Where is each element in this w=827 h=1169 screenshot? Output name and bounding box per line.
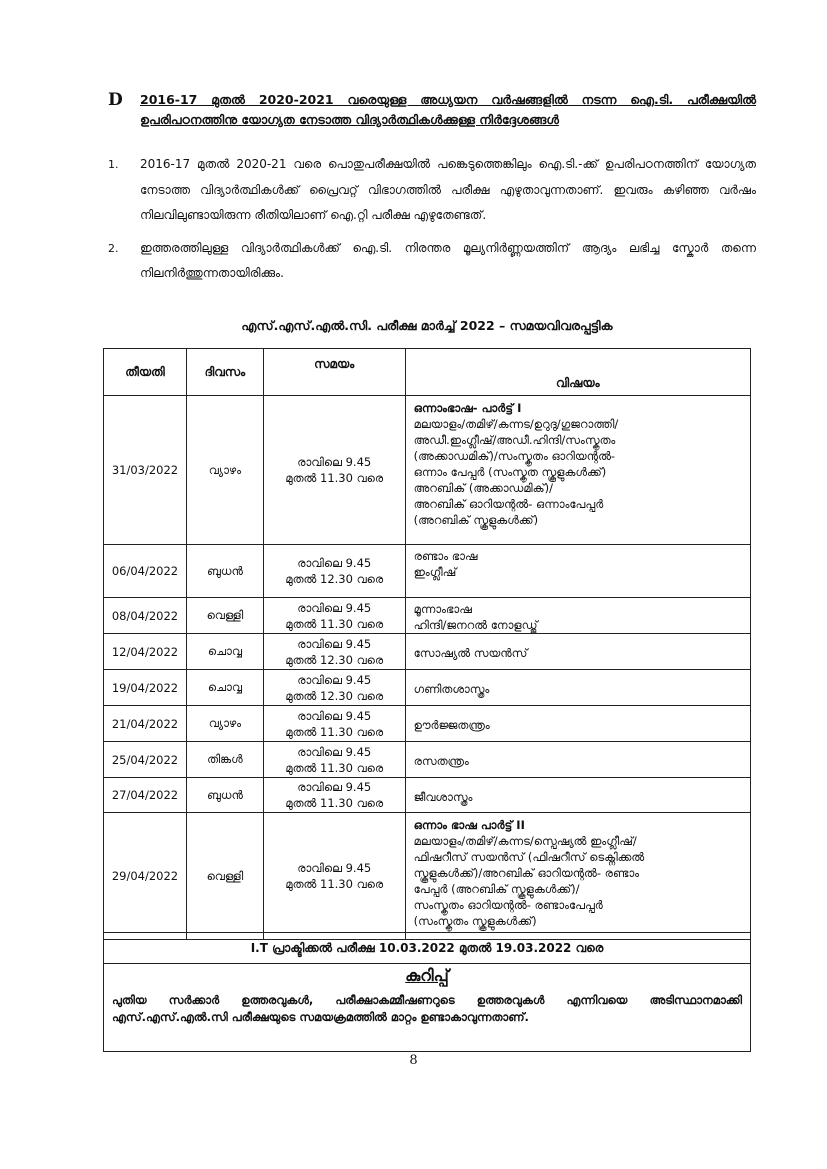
cell-subject	[405, 706, 750, 742]
time-end: മുതൽ 11.30 വരെ	[285, 616, 384, 631]
subject-line: ഇംഗ്ലീഷ്	[413, 565, 457, 579]
subject-line: പേപ്പർ (അറബിക് സ്കൂളുകൾക്ക്)/	[413, 882, 580, 896]
header-subject: വിഷയം	[405, 349, 750, 396]
cell-subject	[405, 634, 750, 670]
time-start: രാവിലെ 9.45	[297, 600, 372, 615]
cell-time	[263, 813, 405, 940]
header-time: സമയം	[263, 349, 405, 396]
cell-date: 27/04/2022	[104, 778, 187, 813]
cell-day: വെള്ളി	[186, 598, 263, 634]
timetable-title: എസ്.എസ്.എൽ.സി. പരീക്ഷ മാർച്ച് 2022 – സമയവിവരപ്പട്ടിക	[241, 318, 613, 333]
cell-date: 21/04/2022	[104, 706, 187, 742]
cell-time	[263, 706, 405, 742]
subject-line: രസതന്ത്രം	[413, 754, 469, 768]
subject-line: (അക്കാഡമിക്)/സംസ്കൃതം ഓറിയന്റൽ-	[413, 449, 616, 463]
timetable	[103, 348, 751, 940]
cell-date: 06/04/2022	[104, 545, 187, 598]
time-start: രാവിലെ 9.45	[297, 455, 372, 469]
time-start: രാവിലെ 9.45	[297, 780, 372, 794]
time-start: രാവിലെ 9.45	[297, 636, 372, 651]
cell-date: 08/04/2022	[104, 598, 187, 634]
subject-line: ഒന്നാം പേപ്പർ (സംസ്കൃത സ്കൂളുകൾക്ക്)	[413, 465, 607, 479]
cell-date: 31/03/2022	[104, 396, 187, 545]
timetable-header-row	[104, 349, 751, 396]
subject-line: അഡീ.ഇംഗ്ലീഷ്/അഡീ.ഹിന്ദി/സംസ്കൃതം	[413, 433, 616, 447]
table-row	[104, 670, 751, 706]
subject-line: സോഷ്യൽ സയൻസ്	[413, 646, 528, 660]
instruction-text: ഇത്തരത്തിലുള്ള വിദ്യാർത്ഥികൾക്ക് ഐ.ടി. നിരന്തര മൂല്യനിർണ്ണയത്തിന് ആദ്യം ലഭിച്ച സ്കോർ തന്നെ നിലനിർത്തുന്നതായിരിക്കും.	[140, 240, 756, 280]
subject-line: സംസ്കൃതം ഓറിയന്റൽ- രണ്ടാംപേപ്പർ	[413, 898, 603, 912]
time-end: മുതൽ 11.30 വരെ	[285, 760, 384, 775]
instruction-number: 2.	[108, 241, 119, 255]
cell-day: ബുധൻ	[186, 545, 263, 598]
instruction-item	[108, 152, 756, 229]
cell-date: 19/04/2022	[104, 670, 187, 706]
table-row	[104, 396, 751, 545]
note-title: കുറിപ്പ്	[405, 966, 449, 985]
time-end: മുതൽ 11.30 വരെ	[285, 877, 384, 891]
subject-line: ജീവശാസ്ത്രം	[413, 789, 473, 804]
time-end: മുതൽ 12.30 വരെ	[285, 652, 384, 667]
cell-subject	[405, 396, 750, 545]
time-start: രാവിലെ 9.45	[297, 744, 372, 759]
subject-line: (അറബിക് സ്കൂളുകൾക്ക്)	[413, 513, 539, 527]
instruction-list	[108, 152, 756, 294]
cell-date: 29/04/2022	[104, 813, 187, 940]
it-practical-note: I.T പ്രാക്ടിക്കൽ പരീക്ഷ 10.03.2022 മുതൽ 19.03.2022 വരെ	[103, 932, 751, 964]
subject-line: (സംസ്കൃതം സ്കൂളുകൾക്ക്)	[413, 914, 537, 928]
cell-time	[263, 545, 405, 598]
instruction-number: 1.	[108, 158, 119, 171]
instruction-item	[108, 236, 756, 287]
subject-line: അറബിക് (അക്കാഡമിക്)/	[413, 481, 554, 495]
table-row	[104, 706, 751, 742]
table-row	[104, 598, 751, 634]
subject-line: ഫിഷറീസ് സയൻസ് (ഫിഷറീസ് ടെക്നിക്കൽ	[413, 850, 645, 864]
time-end: മുതൽ 11.30 വരെ	[285, 471, 384, 485]
table-row	[104, 778, 751, 813]
time-end: മുതൽ 11.30 വരെ	[285, 796, 384, 810]
subject-line: മലയാളം/തമിഴ്/കന്നട/ഉറുദു/ഗുജറാത്തി/	[413, 417, 619, 431]
note-box	[103, 963, 751, 1052]
subject-line: ഹിന്ദി/ജനറൽ നോളഡ്ജ്	[413, 618, 538, 632]
time-start: രാവിലെ 9.45	[297, 708, 372, 723]
cell-day: വെള്ളി	[186, 813, 263, 940]
section-heading	[108, 90, 756, 130]
page-number: 8	[409, 1053, 418, 1068]
subject-line: സ്കൂളുകൾക്ക്)/അറബിക് ഓറിയന്റൽ- രണ്ടാം	[413, 866, 640, 880]
cell-time	[263, 396, 405, 545]
time-end: മുതൽ 12.30 വരെ	[285, 688, 384, 703]
cell-time	[263, 598, 405, 634]
table-row	[104, 545, 751, 598]
cell-date: 25/04/2022	[104, 742, 187, 778]
cell-day: ചൊവ്വ	[186, 634, 263, 670]
cell-time	[263, 634, 405, 670]
subject-line: അറബിക് ഓറിയന്റൽ- ഒന്നാംപേപ്പർ	[413, 497, 604, 511]
time-start: രാവിലെ 9.45	[297, 672, 372, 687]
cell-day: തിങ്കൾ	[186, 742, 263, 778]
cell-subject	[405, 545, 750, 598]
table-row	[104, 742, 751, 778]
time-end: മുതൽ 12.30 വരെ	[285, 572, 384, 586]
cell-subject	[405, 813, 750, 940]
cell-day: ബുധൻ	[186, 778, 263, 813]
table-row	[104, 634, 751, 670]
header-day: ദിവസം	[186, 349, 263, 396]
cell-day: വ്യാഴം	[186, 396, 263, 545]
cell-time	[263, 778, 405, 813]
subject-line: മലയാളം/തമിഴ്/കന്നട/സ്പെഷ്യൽ ഇംഗ്ലീഷ്/	[413, 834, 637, 848]
subject-title: ഒന്നാംഭാഷ- പാർട്ട് I	[413, 401, 522, 415]
subject-line: ഊർജ്ജതന്ത്രം	[413, 718, 490, 732]
table-row	[104, 813, 751, 940]
subject-line: രണ്ടാം ഭാഷ	[413, 549, 478, 563]
subject-line: മൂന്നാംഭാഷ	[413, 602, 472, 616]
cell-subject	[405, 778, 750, 813]
cell-day: ചൊവ്വ	[186, 670, 263, 706]
cell-time	[263, 742, 405, 778]
cell-subject	[405, 742, 750, 778]
time-start: രാവിലെ 9.45	[297, 861, 372, 875]
instruction-text: 2016-17 മുതൽ 2020-21 വരെ പൊതുപരീക്ഷയിൽ പങ്കെടുത്തെങ്കിലും ഐ.ടി.-ക്ക് ഉപരിപഠനത്തിന് യോഗ്യത നേടാത്ത വിദ്യാർത്ഥികൾക്ക് പ്രൈവറ്റ് വിഭാഗത്തിൽ പരീക്ഷ എഴുതാവുന്നതാണ്. ഇവരും കഴിഞ്ഞ വർഷം നിലവിലുണ്ടായിരുന്ന രീതിയിലാണ് ഐ.റ്റി പരീക്ഷ എഴുതേണ്ടത്.	[140, 157, 756, 222]
section-letter: D	[108, 90, 123, 110]
section-heading-text: 2016-17 മുതൽ 2020-2021 വരെയുള്ള അധ്യയന വർഷങ്ങളിൽ നടന്ന ഐ.ടി. പരീക്ഷയിൽ ഉപരിപഠനത്തിനു യോഗ്യത നേടാത്ത വിദ്യാർത്ഥികൾക്കുള്ള നിർദ്ദേശങ്ങൾ	[140, 92, 756, 127]
cell-day: വ്യാഴം	[186, 706, 263, 742]
cell-time	[263, 670, 405, 706]
cell-subject	[405, 598, 750, 634]
subject-title: ഒന്നാം ഭാഷ പാർട്ട് II	[413, 818, 525, 832]
time-end: മുതൽ 11.30 വരെ	[285, 724, 384, 739]
time-start: രാവിലെ 9.45	[297, 556, 372, 570]
note-body: പുതിയ സർക്കാർ ഉത്തരവുകൾ, പരീക്ഷാകമ്മീഷണറുടെ ഉത്തരവുകൾ എന്നിവയെ അടിസ്ഥാനമാക്കി എസ്.എസ്.എൽ.സി പരീക്ഷയുടെ സമയക്രമത്തിൽ മാറ്റം ഉണ്ടാകാവുന്നതാണ്.	[112, 993, 742, 1024]
cell-date: 12/04/2022	[104, 634, 187, 670]
header-date: തീയതി	[104, 349, 187, 396]
cell-subject	[405, 670, 750, 706]
subject-line: ഗണിതശാസ്ത്രം	[413, 682, 490, 696]
